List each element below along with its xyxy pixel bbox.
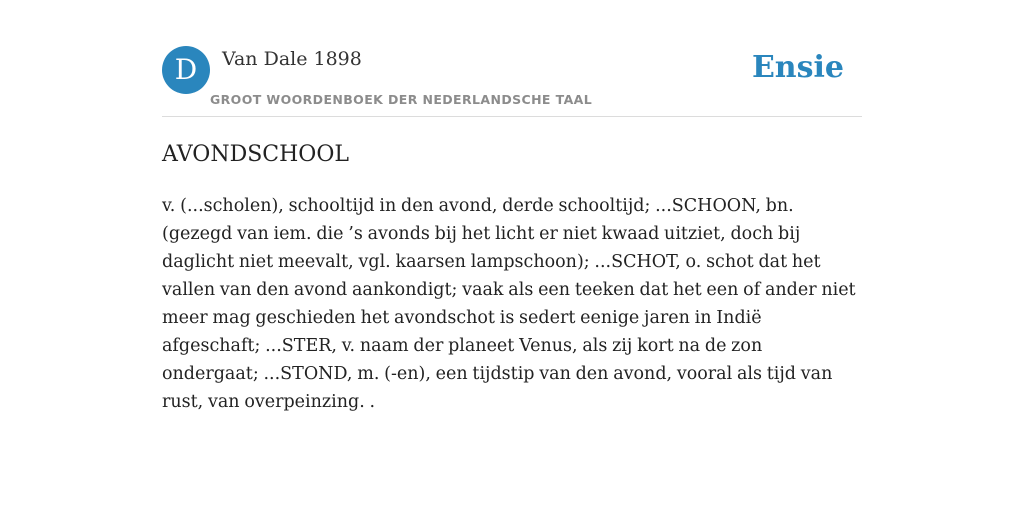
dictionary-title[interactable]: Van Dale 1898 [222,48,362,70]
dictionary-avatar[interactable]: D [162,46,210,94]
ensie-logo-link[interactable]: Ensie [751,50,844,85]
entry-headword: AVONDSCHOOL [162,142,349,167]
dictionary-subtitle: GROOT WOORDENBOEK DER NEDERLANDSCHE TAAL [210,92,593,107]
entry-definition: v. (...scholen), schooltijd in den avond, derde schooltijd; ...SCHOON, bn. (gezegd van iem. die ’s avonds bij het licht er niet kwaad uitziet, doch bij daglicht niet meevalt, vgl. kaarsen lampschoon); ...SCHOT, o. schot dat het vallen van den avond aankondigt; vaak als een teeken dat het een of ander niet meer mag geschieden het avondschot is sedert eenige jaren in Indië afgeschaft; ...STER, v. naam der planeet Venus, als zij kort na de zon ondergaat; ...STOND, m. (-en), een tijdstip van den avond, vooral als tijd van rust, van overpeinzing. . [162,196,856,412]
dictionary-header [162,46,862,117]
